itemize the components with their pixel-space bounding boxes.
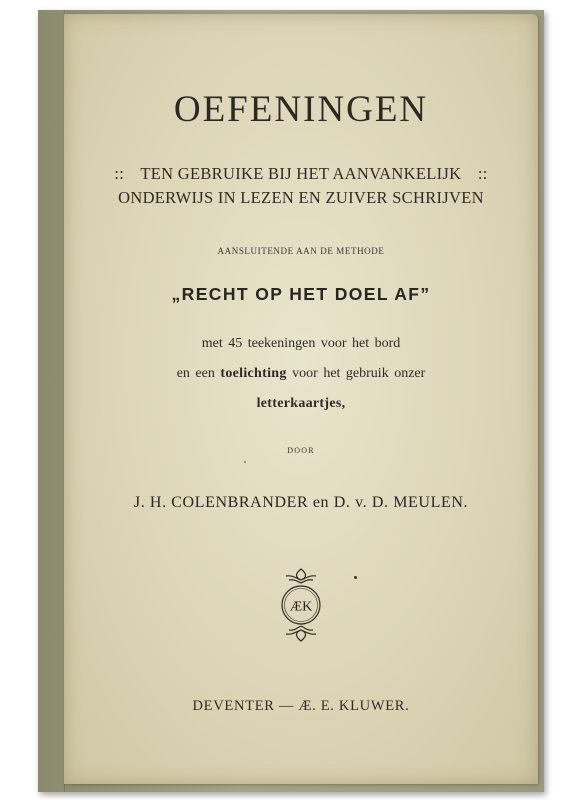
description-line-2	[64, 366, 538, 382]
description-line-1: met 45 teekeningen voor het bord	[201, 336, 401, 351]
subtitle-line-1	[64, 164, 538, 184]
ornament-prefix: ::	[114, 164, 125, 183]
ornament-suffix: ::	[477, 164, 488, 183]
description-line-2-start: en een	[176, 366, 215, 381]
subtitle-line-1-text: TEN GEBRUIKE BIJ HET AANVANKELIJK	[140, 164, 462, 183]
description-bold-toelichting: toelichting	[220, 366, 287, 381]
logo-monogram: ÆK	[289, 599, 313, 615]
paper-speck	[244, 461, 246, 463]
subtitle-line-2: ONDERWIJS IN LEZEN EN ZUIVER SCHRIJVEN	[118, 188, 484, 207]
by-label: DOOR	[287, 446, 315, 455]
authors: J. H. COLENBRANDER en D. v. D. MEULEN.	[133, 494, 469, 511]
description-line-2-end: voor het gebruik onzer	[292, 366, 426, 381]
publisher-imprint: DEVENTER — Æ. E. KLUWER.	[192, 698, 410, 714]
description-line-3	[64, 396, 538, 412]
paper-speck	[354, 576, 357, 579]
description-bold-letterkaartjes: letterkaartjes,	[256, 396, 346, 411]
title-page	[64, 14, 538, 784]
book-title: OEFENINGEN	[173, 89, 429, 130]
method-name: „RECHT OP HET DOEL AF”	[171, 284, 431, 304]
method-intro: AANSLUITENDE AAN DE METHODE	[217, 246, 385, 256]
publisher-logo-icon	[276, 567, 326, 643]
